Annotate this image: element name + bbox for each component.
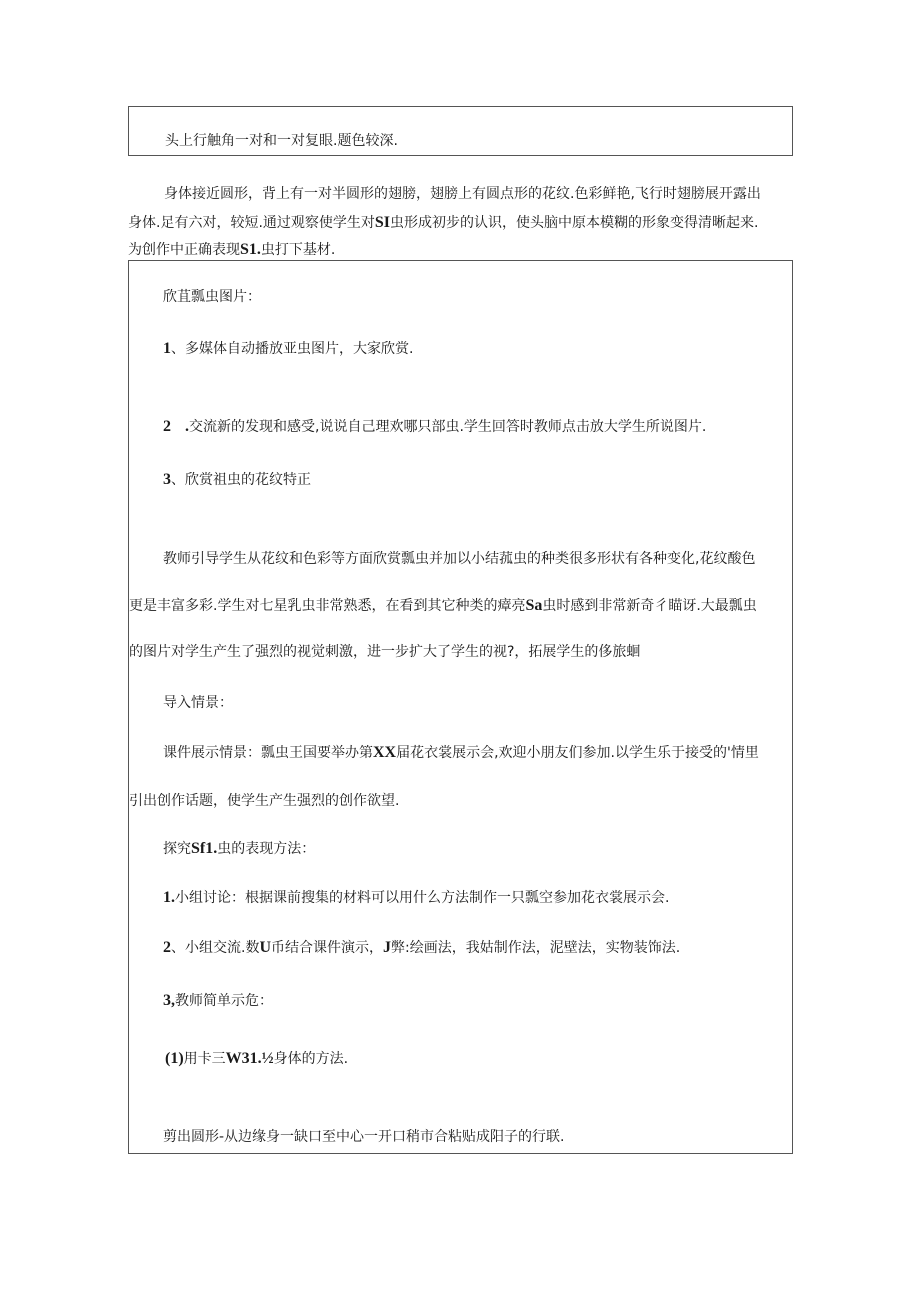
paragraph-2-line-1: 课件展示情景：瓢虫王国要举办第XX届花衣裳展示会,欢迎小朋友们参加.以学生乐于接受的'情里 <box>163 744 759 761</box>
paragraph-1-line-3: 的图片对学生产生了强烈的视觉刺激，进一步扩大了学生的视?，拓展学生的侈旅蛔 <box>129 644 641 660</box>
intro-line-2: 身体.足有六对，较短.通过观察使学生对SI虫形成初步的认识，使头脑中原本模糊的形象变得清晰起来. <box>128 214 759 231</box>
intro-line-3: 为创作中正确表现S1.虫打下基材. <box>128 241 336 258</box>
paragraph-1-line-1: 教师引导学生从花纹和色彩等方面欣赏瓢虫并加以小结菰虫的种类很多形状有各种变化,花纹酸色 <box>163 551 756 567</box>
paragraph-2-line-2: 引出创作话题，使学生产生强烈的创作欲望. <box>129 793 400 809</box>
paragraph-1-line-2: 更是丰富多彩.学生对七星乳虫非常熟悉，在看到其它种类的瘴亮Sa虫时感到非常新奇彳瞄讶.大最瓢虫 <box>129 597 757 614</box>
heading-explore-methods: 探究Sf1.虫的表现方法： <box>163 840 316 857</box>
sub-step-1: (1)用卡三W31.½身体的方法. <box>165 1050 349 1067</box>
heading-appreciate-pictures: 欣苴瓢虫图片： <box>163 289 261 305</box>
top-table-cell <box>128 106 793 156</box>
list-item-2: 2 .交流新的发现和感受,说说自己理欢哪只部虫.学生回答时教师点击放大学生所说图片. <box>163 418 707 435</box>
main-table-cell <box>128 260 793 1154</box>
intro-line-1: 身体接近圆形，背上有一对半圆形的翅膀，翅膀上有圆点形的花纹.色彩鲜艳,飞行时翅膀展开露出 <box>164 186 761 202</box>
step-3: 3,教师简单示危： <box>163 992 273 1009</box>
top-cell-text: 头上行触角一对和一对复眼.题色较深. <box>165 133 398 149</box>
last-line: 剪出圆形-从边缘身一缺口至中心一开口稍市合粘贴成阳子的行联. <box>163 1129 565 1145</box>
step-1: 1.小组讨论：根据课前搜集的材料可以用什么方法制作一只瓢空参加花衣裳展示会. <box>163 889 670 906</box>
heading-introduce-scene: 导入情景： <box>163 695 233 711</box>
step-2: 2、小组交流.数U币结合课件演示，J弊:绘画法，我姑制作法，泥壁法，实物装饰法. <box>163 939 681 956</box>
list-item-1: 1、多媒体自动播放亚虫图片，大家欣赏. <box>163 340 414 357</box>
list-item-3: 3、欣赏祖虫的花纹特正 <box>163 471 311 488</box>
